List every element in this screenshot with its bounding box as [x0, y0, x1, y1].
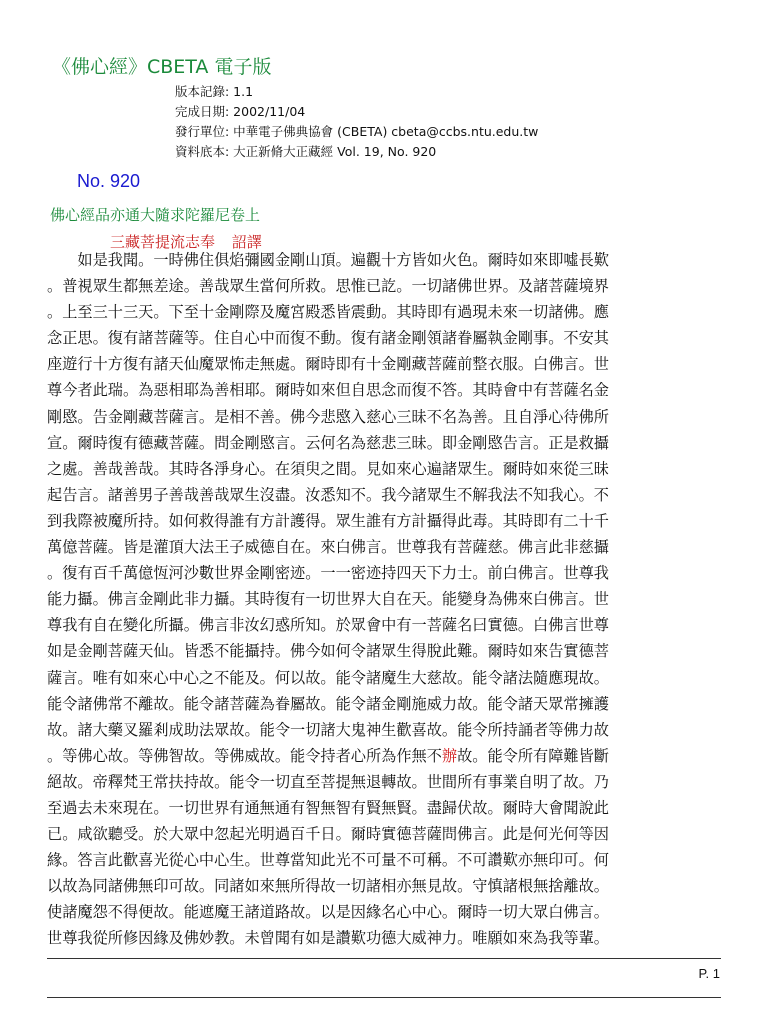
text-line: 以故為同諸佛無印可故。同諸如來無所得故一切諸相亦無見故。守慎諸根無捨離故。 [47, 877, 609, 896]
text-line: 剛愍。告金剛藏菩薩言。是相不善。佛今悲愍入慈心三昧不名為善。且自淨心待佛所 [47, 407, 609, 426]
sutra-title: 佛心經品亦通大隨求陀羅尼卷上 [50, 206, 261, 224]
meta-version: 版本記錄: 1.1 [175, 84, 254, 99]
text-line: 如是金剛菩薩天仙。皆悉不能攝持。佛今如何令諸眾生得脫此難。爾時如來告實德菩 [47, 642, 609, 661]
text-line: 。上至三十三天。下至十金剛際及魔宮殿悉皆震動。其時即有過現未來一切諸佛。應 [47, 303, 609, 322]
translator-line: 三藏菩提流志奉 詔譯 [110, 233, 262, 251]
metadata-block [175, 82, 695, 162]
text-line: 宣。爾時復有德藏菩薩。問金剛愍言。云何名為慈悲三昧。即金剛愍告言。正是救攝 [47, 433, 609, 452]
text-line: 座遊行十方復有諸天仙魔眾怖走無處。爾時即有十金剛藏菩薩前整衣服。白佛言。世 [47, 355, 609, 374]
text-line: 如是我聞。一時佛住俱焰彌國金剛山頂。遍觀十方皆如火色。爾時如來即噓長歎 [47, 251, 609, 269]
meta-source: 資料底本: 大正新脩大正藏經 Vol. 19, No. 920 [175, 144, 437, 159]
text-line: 起告言。諸善男子善哉善哉眾生沒盡。汝悉知不。我今諸眾生不解我法不知我心。不 [47, 485, 609, 504]
text-line: 已。咸欲聽受。於大眾中忽起光明過百千日。爾時實德菩薩問佛言。此是何光何等因 [47, 825, 609, 844]
document-title: 《佛心經》CBETA 電子版 [52, 56, 272, 78]
text-line: 。普視眾生都無差途。善哉眾生當何所救。思惟已訖。一切諸佛世界。及諸菩薩境界 [47, 277, 609, 296]
text-line: 故。諸大藥叉羅剎成助法眾故。能令一切諸大鬼神生歡喜故。能令所持誦者等佛力故 [47, 720, 609, 739]
text-line: 薩言。唯有如來心中心之不能及。何以故。能令諸魔生大慈故。能令諸法隨應現故。 [47, 668, 609, 687]
text-line: 能力攝。佛言金剛此非力攝。其時復有一切世界大自在天。能變身為佛來白佛言。世 [47, 590, 609, 609]
text-line-highlighted [47, 743, 723, 769]
text-line: 到我際被魔所持。如何救得誰有方計護得。眾生誰有方計攝得此毒。其時即有二十千 [47, 511, 609, 530]
text-line: 之處。善哉善哉。其時各淨身心。在須臾之間。見如來心遍諸眾生。爾時如來從三昧 [47, 459, 609, 478]
meta-date: 完成日期: 2002/11/04 [175, 104, 306, 119]
text-line: 萬億菩薩。皆是灌頂大法王子威德自在。來白佛言。世尊我有菩薩慈。佛言此非慈攝 [47, 538, 609, 557]
text-line: 使諸魔怨不得便故。能遮魔王諸道路故。以是因緣名心中心。爾時一切大眾白佛言。 [47, 903, 609, 922]
text-line: 緣。答言此歡喜光從心中心生。世尊當知此光不可量不可稱。不可讚歎亦無印可。何 [47, 851, 609, 870]
text-line: 絕故。帝釋梵王常扶持故。能令一切直至菩提無退轉故。世間所有事業自明了故。乃 [47, 772, 609, 791]
text-line: 能令諸佛常不離故。能令諸菩薩為眷屬故。能令諸金剛施威力故。能令諸天眾常擁護 [47, 694, 609, 713]
text-line: 尊今者此瑞。為惡相耶為善相耶。爾時如來但自思念而復不答。其時會中有菩薩名金 [47, 381, 609, 400]
footer-bottom-divider [47, 997, 721, 998]
footer-divider [47, 958, 721, 959]
text-line: 念正思。復有諸菩薩等。住自心中而復不動。復有諸金剛領諸眷屬執金剛事。不安其 [47, 329, 609, 348]
text-line-tail: 故。能令所有障難皆斷 [457, 746, 609, 765]
text-line: 至過去未來現在。一切世界有通無通有智無智有賢無賢。盡歸伏故。爾時大會聞說此 [47, 798, 609, 817]
document-number: No. 920 [77, 171, 141, 191]
text-line-head: 。等佛心故。等佛智故。等佛威故。能令持者心所為作無不 [47, 746, 442, 765]
page-number: P. 1 [698, 966, 720, 981]
text-line: 世尊我從所修因緣及佛妙教。未曾聞有如是讚歎功德大威神力。唯願如來為我等輩。 [47, 929, 609, 948]
meta-publisher: 發行單位: 中華電子佛典協會 (CBETA) cbeta@ccbs.ntu.edu.tw [175, 124, 539, 139]
sutra-body [47, 247, 723, 952]
text-line: 尊我有自在變化所攝。佛言非汝幻惑所知。於眾會中有一菩薩名曰實德。白佛言世尊 [47, 616, 609, 635]
highlighted-character: 辦 [441, 746, 458, 765]
text-line: 。復有百千萬億恆河沙數世界金剛密迹。一一密迹持四天下力士。前白佛言。世尊我 [47, 564, 609, 583]
